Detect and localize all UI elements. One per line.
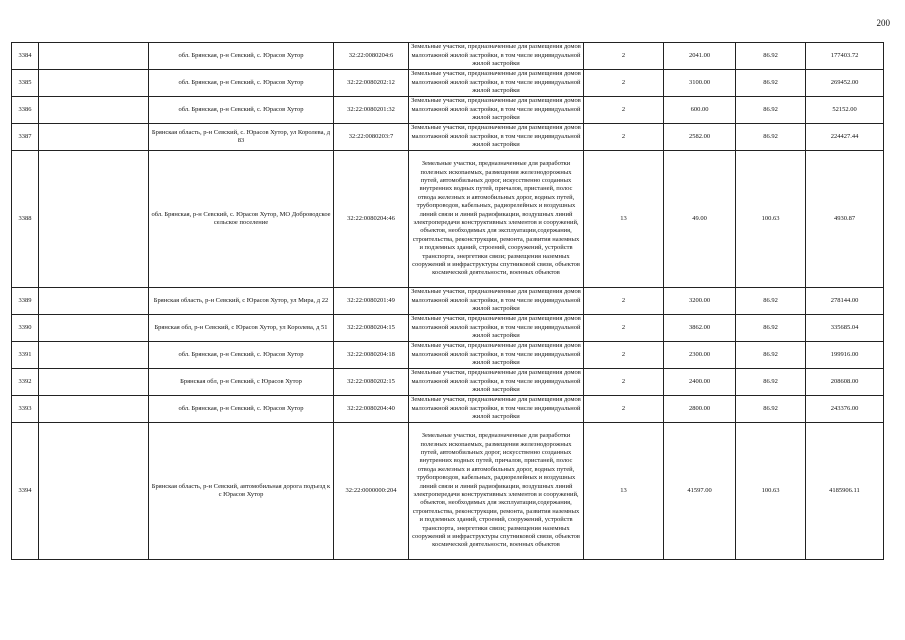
- cadastral-value-cell: 177403.72: [806, 43, 884, 70]
- area-cell: 41597.00: [664, 423, 736, 560]
- cadastral-value-cell: 335685.04: [806, 315, 884, 342]
- blank-cell: [39, 97, 149, 124]
- cadastral-value-table: [11, 42, 884, 560]
- land-use-cell: Земельные участки, предназначенные для разработки полезных ископаемых, размещения железнодорожных путей, автомобильных дорог, искусственно созданных внутренних водных путей, причалов, пристаней, полос отвода железных и автомобильных дорог, водных путей, трубопроводов, кабельных, радиорелейных и воздушных линий связи и линий радиофикации, воздушных линий электропередачи конструктивных элементов и сооружений, объектов, необходимых для эксплуатации,содержания, строительства, реконструкции, ремонта, развития наземных и подземных зданий, строений, сооружений, устройств транспорта, энергетики связи; размещения наземных сооружений и инфраструктуры спутниковой связи, объектов космической деятельности, военных объектов: [409, 151, 584, 288]
- land-use-cell: Земельные участки, предназначенные для разработки полезных ископаемых, размещения железнодорожных путей, автомобильных дорог, искусственно созданных внутренних водных путей, причалов, пристаней, полос отвода железных и автомобильных дорог, водных путей, трубопроводов, кабельных, радиорелейных и воздушных линий связи и линий радиофикации, воздушных линий электропередачи конструктивных элементов и сооружений, объектов, необходимых для эксплуатации,содержания, строительства, реконструкции, ремонта, развития наземных и подземных зданий, строений, сооружений, устройств транспорта, энергетики связи; размещения наземных сооружений и инфраструктуры спутниковой связи, объектов космической деятельности, военных объектов: [409, 423, 584, 560]
- group-cell: 2: [584, 315, 664, 342]
- table-row: [12, 43, 884, 70]
- table-row: [12, 288, 884, 315]
- row-number: 3390: [12, 315, 39, 342]
- address-cell: обл. Брянская, р-н Севский, с. Юрасов Хутор: [149, 70, 334, 97]
- row-number: 3394: [12, 423, 39, 560]
- address-cell: Брянская обл, р-н Севский, с Юрасов Хутор: [149, 369, 334, 396]
- group-cell: 2: [584, 369, 664, 396]
- area-cell: 3862.00: [664, 315, 736, 342]
- rate-cell: 86.92: [736, 70, 806, 97]
- table-row: [12, 70, 884, 97]
- cadastral-number-cell: 32:22:0080201:49: [334, 288, 409, 315]
- cadastral-value-cell: 269452.00: [806, 70, 884, 97]
- rate-cell: 86.92: [736, 369, 806, 396]
- cadastral-number-cell: 32:22:0000000:204: [334, 423, 409, 560]
- table-body: [12, 43, 884, 560]
- rate-cell: 86.92: [736, 43, 806, 70]
- row-number: 3386: [12, 97, 39, 124]
- land-use-cell: Земельные участки, предназначенные для размещения домов малоэтажной жилой застройки, в том числе индивидуальной жилой застройки: [409, 124, 584, 151]
- address-cell: обл. Брянская, р-н Севский, с. Юрасов Хутор: [149, 43, 334, 70]
- group-cell: 2: [584, 124, 664, 151]
- area-cell: 2582.00: [664, 124, 736, 151]
- table-row: [12, 124, 884, 151]
- row-number: 3391: [12, 342, 39, 369]
- rate-cell: 86.92: [736, 342, 806, 369]
- cadastral-value-cell: 52152.00: [806, 97, 884, 124]
- page-number: 200: [876, 18, 890, 28]
- blank-cell: [39, 288, 149, 315]
- cadastral-value-cell: 278144.00: [806, 288, 884, 315]
- table-row: [12, 396, 884, 423]
- rate-cell: 100.63: [736, 423, 806, 560]
- area-cell: 2041.00: [664, 43, 736, 70]
- rate-cell: 100.63: [736, 151, 806, 288]
- area-cell: 2300.00: [664, 342, 736, 369]
- address-cell: Брянская область, р-н Севский, с Юрасов Хутор, ул Мира, д 22: [149, 288, 334, 315]
- blank-cell: [39, 151, 149, 288]
- table-row: [12, 151, 884, 288]
- cadastral-number-cell: 32:22:0080203:7: [334, 124, 409, 151]
- cadastral-value-cell: 208608.00: [806, 369, 884, 396]
- blank-cell: [39, 423, 149, 560]
- address-cell: Брянская область, р-н Севский, автомобильная дорога подъезд к с Юрасов Хутор: [149, 423, 334, 560]
- group-cell: 13: [584, 423, 664, 560]
- area-cell: 3100.00: [664, 70, 736, 97]
- table-row: [12, 97, 884, 124]
- group-cell: 2: [584, 396, 664, 423]
- cadastral-value-cell: 4930.87: [806, 151, 884, 288]
- blank-cell: [39, 315, 149, 342]
- cadastral-number-cell: 32:22:0080204:15: [334, 315, 409, 342]
- table-row: [12, 315, 884, 342]
- table-row: [12, 342, 884, 369]
- rate-cell: 86.92: [736, 124, 806, 151]
- cadastral-number-cell: 32:22:0080202:12: [334, 70, 409, 97]
- cadastral-number-cell: 32:22:0080201:32: [334, 97, 409, 124]
- blank-cell: [39, 369, 149, 396]
- cadastral-number-cell: 32:22:0080204:6: [334, 43, 409, 70]
- cadastral-value-cell: 224427.44: [806, 124, 884, 151]
- cadastral-number-cell: 32:22:0080204:18: [334, 342, 409, 369]
- address-cell: обл. Брянская, р-н Севский, с. Юрасов Хутор: [149, 97, 334, 124]
- group-cell: 2: [584, 97, 664, 124]
- cadastral-number-cell: 32:22:0080204:40: [334, 396, 409, 423]
- area-cell: 2400.00: [664, 369, 736, 396]
- row-number: 3387: [12, 124, 39, 151]
- row-number: 3389: [12, 288, 39, 315]
- row-number: 3385: [12, 70, 39, 97]
- address-cell: обл. Брянская, р-н Севский, с. Юрасов Хутор: [149, 396, 334, 423]
- table-row: [12, 369, 884, 396]
- address-cell: Брянская обл, р-н Севский, с Юрасов Хутор, ул Королева, д 51: [149, 315, 334, 342]
- rate-cell: 86.92: [736, 315, 806, 342]
- land-use-cell: Земельные участки, предназначенные для размещения домов малоэтажной жилой застройки, в том числе индивидуальной жилой застройки: [409, 342, 584, 369]
- cadastral-value-cell: 199916.00: [806, 342, 884, 369]
- rate-cell: 86.92: [736, 396, 806, 423]
- cadastral-value-cell: 4185906.11: [806, 423, 884, 560]
- land-use-cell: Земельные участки, предназначенные для размещения домов малоэтажной жилой застройки, в том числе индивидуальной жилой застройки: [409, 43, 584, 70]
- row-number: 3392: [12, 369, 39, 396]
- address-cell: Брянская область, р-н Севский, с. Юрасов Хутор, ул Королева, д 83: [149, 124, 334, 151]
- group-cell: 2: [584, 342, 664, 369]
- blank-cell: [39, 43, 149, 70]
- blank-cell: [39, 396, 149, 423]
- land-use-cell: Земельные участки, предназначенные для размещения домов малоэтажной жилой застройки, в том числе индивидуальной жилой застройки: [409, 288, 584, 315]
- cadastral-value-cell: 243376.00: [806, 396, 884, 423]
- address-cell: обл. Брянская, р-н Севский, с. Юрасов Хутор, МО Доброводское сельское поселение: [149, 151, 334, 288]
- rate-cell: 86.92: [736, 97, 806, 124]
- area-cell: 600.00: [664, 97, 736, 124]
- blank-cell: [39, 342, 149, 369]
- land-use-cell: Земельные участки, предназначенные для размещения домов малоэтажной жилой застройки, в том числе индивидуальной жилой застройки: [409, 315, 584, 342]
- cadastral-number-cell: 32:22:0080204:46: [334, 151, 409, 288]
- row-number: 3384: [12, 43, 39, 70]
- land-use-cell: Земельные участки, предназначенные для размещения домов малоэтажной жилой застройки, в том числе индивидуальной жилой застройки: [409, 369, 584, 396]
- row-number: 3388: [12, 151, 39, 288]
- land-use-cell: Земельные участки, предназначенные для размещения домов малоэтажной жилой застройки, в том числе индивидуальной жилой застройки: [409, 396, 584, 423]
- group-cell: 2: [584, 70, 664, 97]
- land-use-cell: Земельные участки, предназначенные для размещения домов малоэтажной жилой застройки, в том числе индивидуальной жилой застройки: [409, 70, 584, 97]
- area-cell: 49.00: [664, 151, 736, 288]
- land-use-cell: Земельные участки, предназначенные для размещения домов малоэтажной жилой застройки, в том числе индивидуальной жилой застройки: [409, 97, 584, 124]
- blank-cell: [39, 70, 149, 97]
- row-number: 3393: [12, 396, 39, 423]
- cadastral-number-cell: 32:22:0080202:15: [334, 369, 409, 396]
- address-cell: обл. Брянская, р-н Севский, с. Юрасов Хутор: [149, 342, 334, 369]
- group-cell: 2: [584, 288, 664, 315]
- blank-cell: [39, 124, 149, 151]
- rate-cell: 86.92: [736, 288, 806, 315]
- table-row: [12, 423, 884, 560]
- group-cell: 13: [584, 151, 664, 288]
- area-cell: 3200.00: [664, 288, 736, 315]
- area-cell: 2800.00: [664, 396, 736, 423]
- group-cell: 2: [584, 43, 664, 70]
